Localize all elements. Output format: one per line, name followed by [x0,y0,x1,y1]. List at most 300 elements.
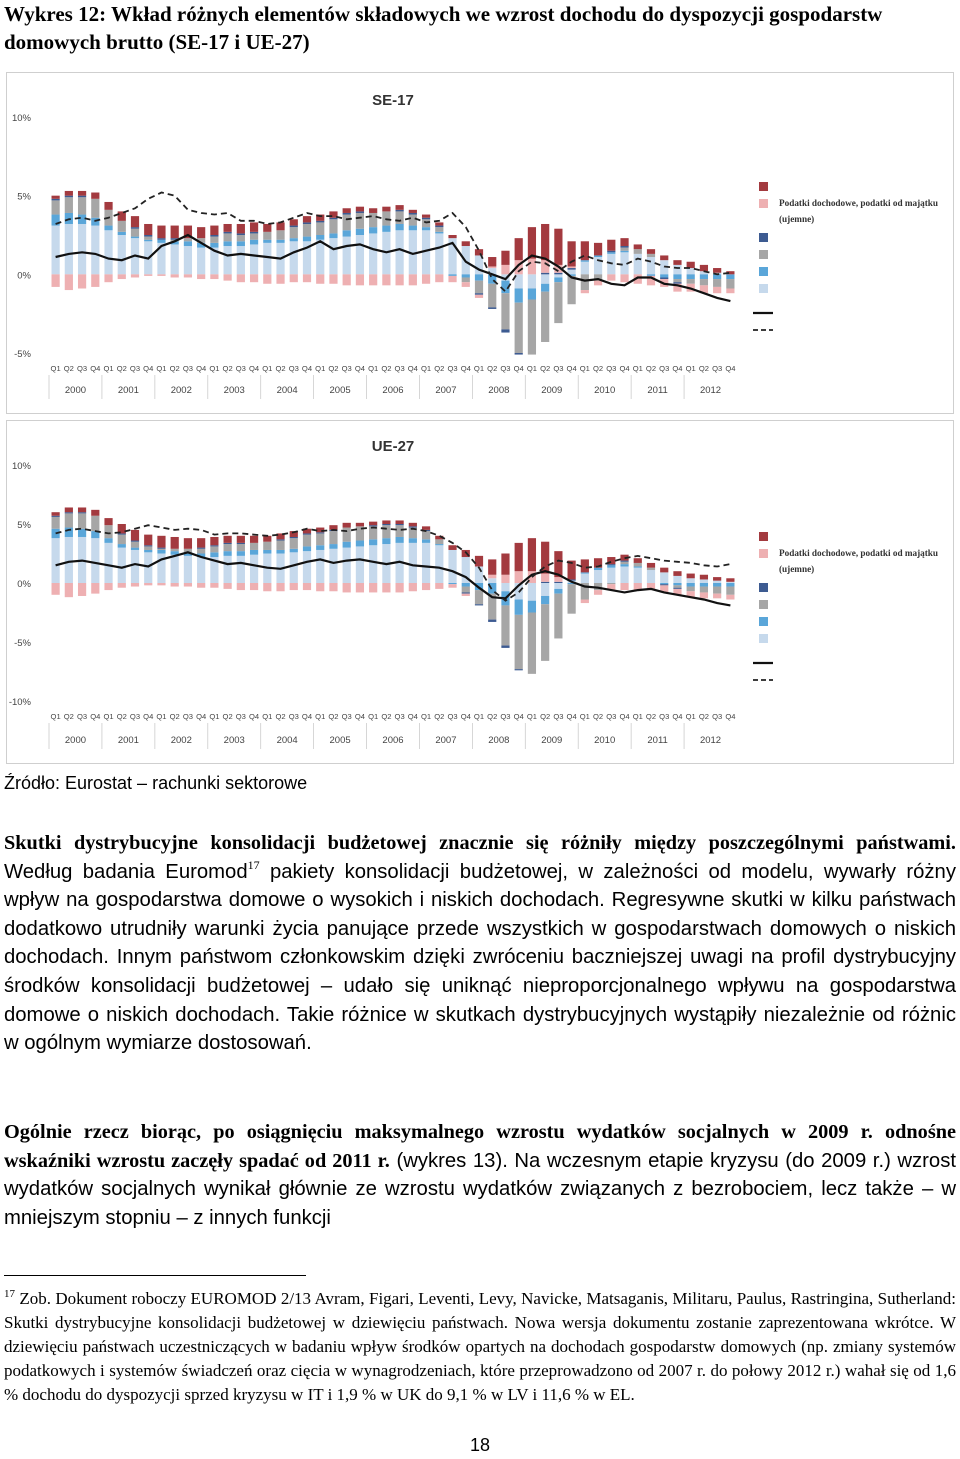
bar-segment-taxes [568,266,576,268]
bar-segment-social_benefits [157,536,165,548]
x-tick-quarter: Q1 [579,364,590,373]
bar-segment-social_benefits [224,536,232,543]
x-tick-quarter: Q4 [513,712,524,721]
bar-segment-self_employed [594,568,602,570]
x-tick-year: 2008 [488,735,510,746]
bar-segment-property_income [197,549,205,554]
bar-segment-property_income [210,546,218,552]
bar-segment-social_benefits [131,530,139,541]
bar-segment-taxes [157,583,165,585]
x-tick-quarter: Q1 [156,712,167,721]
bar-segment-self_employed [515,288,523,302]
x-tick-quarter: Q1 [579,712,590,721]
bar-segment-other_transfers [673,588,681,589]
bar-segment-social_benefits [488,257,496,266]
bar-segment-property_income [541,604,549,661]
x-tick-quarter: Q1 [262,712,273,721]
bar-segment-other_transfers [197,548,205,549]
x-tick-quarter: Q3 [182,364,193,373]
bar-segment-self_employed [435,544,443,545]
bar-segment-taxes [91,274,99,287]
x-tick-quarter: Q4 [619,364,630,373]
bar-segment-other_transfers [554,582,562,583]
bar-segment-social_benefits [343,208,351,213]
bar-segment-taxes [343,583,351,592]
bar-segment-property_income [726,279,734,288]
bar-segment-employee_comp [290,241,298,274]
bar-segment-other_transfers [422,218,430,220]
bar-segment-social_benefits [409,210,417,213]
bar-segment-employee_comp [647,570,655,583]
legend-swatch [759,267,768,276]
bar-segment-social_benefits [554,229,562,265]
bar-segment-social_benefits [210,226,218,235]
x-tick-year: 2003 [223,735,245,746]
x-tick-quarter: Q3 [129,364,141,373]
bar-segment-property_income [620,248,628,251]
bar-segment-taxes [171,583,179,587]
bar-segment-employee_comp [581,574,589,583]
x-tick-quarter: Q4 [407,364,418,373]
bar-segment-employee_comp [65,537,73,583]
x-tick-quarter: Q3 [500,712,511,721]
bar-segment-social_benefits [104,518,112,525]
x-tick-quarter: Q1 [315,364,326,373]
bar-segment-property_income [713,587,721,594]
bar-segment-taxes [488,266,496,268]
bar-segment-property_income [700,279,708,285]
x-tick-quarter: Q2 [434,712,445,721]
bar-segment-other_transfers [475,293,483,295]
bar-segment-self_employed [607,565,615,567]
bar-segment-taxes [448,276,456,282]
bar-segment-employee_comp [316,240,324,275]
bar-segment-employee_comp [435,545,443,583]
x-tick-quarter: Q4 [725,364,736,373]
x-tick-quarter: Q4 [619,712,630,721]
bar-segment-self_employed [316,235,324,240]
bar-segment-other_transfers [541,582,549,583]
bar-segment-other_transfers [65,512,73,513]
x-tick-year: 2001 [117,385,139,396]
x-tick-quarter: Q1 [209,364,220,373]
bar-segment-taxes [316,583,324,591]
bar-segment-taxes [184,583,192,587]
bar-segment-other_transfers [316,221,324,223]
bar-segment-property_income [396,525,404,537]
bar-segment-property_income [171,549,179,551]
x-tick-quarter: Q1 [262,364,273,373]
bar-segment-social_benefits [528,227,536,258]
bar-segment-other_transfers [131,541,139,542]
bar-segment-social_benefits [356,207,364,212]
bar-segment-property_income [316,222,324,235]
bar-segment-employee_comp [184,556,192,583]
bar-segment-self_employed [276,550,284,554]
bar-segment-social_benefits [396,520,404,524]
bar-segment-social_benefits [660,568,668,573]
bar-segment-self_employed [396,224,404,230]
bar-segment-self_employed [687,274,695,279]
bar-segment-other_transfers [303,222,311,224]
bar-segment-self_employed [104,538,112,543]
bar-segment-taxes [356,274,364,285]
bar-segment-employee_comp [356,546,364,583]
bar-segment-property_income [276,230,284,239]
bar-segment-property_income [687,279,695,284]
x-tick-year: 2008 [488,385,510,396]
bar-segment-employee_comp [171,555,179,583]
bar-segment-social_benefits [700,575,708,580]
bar-segment-social_benefits [52,196,60,199]
bar-segment-employee_comp [224,556,232,583]
bar-segment-employee_comp [554,274,562,277]
bar-segment-property_income [554,282,562,323]
bar-segment-self_employed [144,550,152,552]
y-tick-label: 5% [17,520,31,531]
bar-segment-self_employed [290,238,298,241]
bar-segment-employee_comp [329,238,337,274]
bar-segment-social_benefits [157,226,165,239]
bar-segment-social_benefits [250,536,258,543]
bar-segment-self_employed [448,583,456,584]
bar-segment-self_employed [144,240,152,242]
bar-segment-other_transfers [660,277,668,279]
bar-segment-self_employed [250,550,258,555]
x-tick-year: 2010 [594,385,616,396]
x-tick-year: 2000 [64,735,87,746]
bar-segment-social_benefits [620,238,628,246]
x-tick-quarter: Q1 [685,712,696,721]
bar-segment-other_transfers [488,307,496,309]
x-tick-quarter: Q4 [143,364,154,373]
bar-segment-self_employed [700,274,708,279]
bar-segment-social_benefits [422,215,430,218]
bar-segment-property_income [224,544,232,551]
bar-segment-self_employed [462,274,470,277]
bar-segment-social_benefits [197,227,205,238]
bar-segment-property_income [303,224,311,237]
bar-segment-taxes [448,584,456,588]
bar-segment-taxes [726,288,734,293]
chart-title: UE-27 [371,438,415,455]
x-tick-quarter: Q3 [712,712,723,721]
bar-segment-self_employed [409,226,417,231]
bar-segment-employee_comp [316,550,324,583]
bar-segment-employee_comp [52,226,60,275]
bar-segment-taxes [171,274,179,277]
paragraph-1-text-a: Według badania Euromod [4,860,248,883]
bar-segment-taxes [65,274,73,290]
bar-segment-social_benefits [687,262,695,268]
bar-segment-property_income [462,277,470,282]
bar-segment-property_income [184,238,192,241]
bar-segment-taxes [356,583,364,592]
bar-segment-taxes [422,583,430,590]
bar-segment-property_income [329,531,337,544]
x-tick-quarter: Q2 [169,364,180,373]
bar-segment-taxes [329,274,337,283]
bar-segment-property_income [396,211,404,224]
bar-segment-other_transfers [501,329,509,332]
bar-segment-employee_comp [488,578,496,583]
bar-segment-self_employed [237,241,245,246]
bar-segment-self_employed [673,274,681,279]
bar-segment-other_transfers [210,235,218,237]
x-tick-year: 2006 [382,735,404,746]
bar-segment-property_income [157,549,165,550]
bar-segment-taxes [541,260,549,273]
bar-segment-employee_comp [607,568,615,583]
bar-segment-taxes [250,583,258,590]
bar-segment-employee_comp [700,579,708,583]
x-tick-year: 2011 [647,735,668,746]
bar-segment-property_income [673,585,681,587]
x-tick-quarter: Q2 [698,364,709,373]
bar-segment-taxes [118,274,126,279]
x-tick-quarter: Q1 [421,712,432,721]
bar-segment-self_employed [343,542,351,548]
bar-segment-property_income [237,235,245,241]
bar-segment-social_benefits [647,563,655,568]
bar-segment-social_benefits [144,224,152,235]
paragraph-2 [4,1118,956,1232]
bar-segment-employee_comp [369,545,377,583]
bar-segment-property_income [475,281,483,294]
bar-segment-other_transfers [52,516,60,517]
bar-segment-taxes [396,274,404,285]
bar-segment-employee_comp [673,265,681,274]
bar-segment-other_transfers [396,524,404,525]
legend-swatch [759,532,768,541]
bar-segment-self_employed [607,252,615,254]
bar-segment-property_income [131,229,139,237]
x-tick-quarter: Q3 [659,364,670,373]
bar-segment-social_benefits [607,240,615,251]
x-tick-quarter: Q1 [632,712,643,721]
bar-segment-employee_comp [660,572,668,583]
x-tick-quarter: Q3 [500,364,511,373]
legend-swatch [759,634,768,643]
bar-segment-employee_comp [581,262,589,275]
legend-swatch [759,549,768,558]
bar-segment-self_employed [250,240,258,245]
bar-segment-taxes [65,583,73,597]
x-tick-quarter: Q2 [434,364,445,373]
page-number: 18 [469,1435,491,1455]
bar-segment-taxes [409,583,417,591]
bar-segment-employee_comp [237,556,245,583]
bar-segment-self_employed [422,539,430,543]
x-tick-quarter: Q2 [593,712,604,721]
legend-swatch [759,250,768,259]
bar-segment-social_benefits [290,219,298,225]
x-tick-quarter: Q3 [553,364,564,373]
bar-segment-taxes [237,583,245,590]
bar-segment-self_employed [594,255,602,257]
bar-segment-other_transfers [250,232,258,234]
bar-segment-social_benefits [409,523,417,527]
bar-segment-self_employed [290,549,298,553]
bar-segment-employee_comp [78,224,86,274]
x-tick-quarter: Q4 [672,712,683,721]
x-tick-year: 2002 [170,385,192,396]
bar-segment-taxes [343,274,351,285]
bar-segment-employee_comp [91,538,99,583]
bar-segment-other_transfers [237,233,245,235]
paragraph-1-text-b: pakiety konsolidacji budżetowej, w zależności od modelu, wywarły różny wpływ na gospodarstwa domowe o wysokich i niskich dochodach. Regresywne skutki w kilku państwach dodatkowo utrudniły warunki życia panujące przede wszystkich w gospodarstwach domowych o niskich dochodach. Innym państwom członkowskim dzięki zwróceniu baczniejszej uwagi na profil dystrybucyjny środków konsolidacji budżetowej – udało się uniknąć nieproporcjonalnego wpływu na gospodarstwa domowe o niskich dochodach. Takie różnice w skutkach dystrybucyjnych wystąpiły niezależnie od różnic w ogólnym wymiarze dostosowań. [4,860,956,1055]
footnote [4,1287,956,1407]
bar-segment-property_income [250,543,258,550]
paragraph-1-bold: Skutki dystrybucyjne konsolidacji budżetowej znacznie się różniły między poszczególnymi państwami. [4,832,956,854]
bar-segment-other_transfers [382,524,390,525]
x-tick-quarter: Q4 [249,712,260,721]
bar-segment-property_income [501,605,509,645]
bar-segment-property_income [343,215,351,231]
bar-segment-employee_comp [687,268,695,274]
x-tick-quarter: Q3 [77,712,88,721]
bar-segment-self_employed [237,551,245,556]
bar-segment-self_employed [369,227,377,233]
x-tick-quarter: Q4 [460,712,471,721]
bar-segment-taxes [263,583,271,591]
bar-segment-property_income [528,613,536,674]
x-tick-quarter: Q1 [368,364,379,373]
bar-segment-employee_comp [290,552,298,583]
x-tick-quarter: Q4 [301,364,313,373]
x-tick-quarter: Q3 [288,712,299,721]
bar-segment-other_transfers [660,584,668,585]
bar-segment-property_income [634,563,642,567]
bar-segment-social_benefits [65,507,73,512]
bar-segment-social_benefits [435,222,443,225]
bar-segment-other_transfers [290,226,298,228]
x-tick-quarter: Q1 [209,712,220,721]
bar-segment-self_employed [343,230,351,236]
bar-segment-employee_comp [501,583,509,591]
bar-segment-other_transfers [78,196,86,198]
bar-segment-property_income [647,568,655,570]
y-tick-label: -10% [8,697,31,708]
bar-segment-employee_comp [634,254,642,274]
bar-segment-property_income [462,587,470,593]
x-tick-quarter: Q2 [222,712,233,721]
bar-segment-self_employed [329,544,337,549]
y-tick-label: 5% [17,191,31,203]
bar-segment-self_employed [620,251,628,253]
nominal-gdhi-line [56,193,731,292]
bar-segment-taxes [276,274,284,283]
bar-segment-social_benefits [104,202,112,210]
bar-segment-self_employed [660,274,668,277]
x-tick-quarter: Q4 [460,364,471,373]
bar-segment-other_transfers [396,210,404,212]
x-tick-quarter: Q1 [103,364,114,373]
bar-segment-property_income [435,227,443,232]
bar-segment-social_benefits [660,255,668,260]
bar-segment-self_employed [224,241,232,246]
bar-segment-property_income [52,517,60,529]
bar-segment-self_employed [713,583,721,587]
x-tick-quarter: Q3 [606,364,617,373]
bar-segment-social_benefits [594,243,602,256]
bar-segment-taxes [197,274,205,279]
x-tick-quarter: Q1 [50,712,61,721]
bar-segment-property_income [554,594,562,639]
x-tick-quarter: Q3 [394,712,405,721]
bar-segment-taxes [422,274,430,283]
bar-segment-employee_comp [104,230,112,274]
x-tick-year: 2003 [223,385,245,396]
bar-segment-other_transfers [157,238,165,240]
bar-segment-employee_comp [594,570,602,583]
bar-segment-taxes [263,274,271,283]
bar-segment-property_income [65,513,73,527]
bar-segment-taxes [118,583,126,588]
bar-segment-employee_comp [409,543,417,583]
bar-segment-other_transfers [462,592,470,593]
bar-segment-property_income [435,539,443,544]
bar-segment-employee_comp [118,235,126,274]
bar-segment-self_employed [104,226,112,231]
bar-segment-employee_comp [52,538,60,583]
bar-segment-taxes [620,583,628,590]
x-tick-quarter: Q1 [421,364,432,373]
bar-segment-property_income [290,227,298,238]
x-tick-quarter: Q2 [540,712,551,721]
bar-segment-taxes [224,583,232,589]
bar-segment-other_transfers [515,353,523,355]
bar-segment-self_employed [448,274,456,276]
bar-segment-employee_comp [448,550,456,583]
bar-segment-employee_comp [329,549,337,583]
bar-segment-social_benefits [448,235,456,238]
footnote-text: Zob. Dokument roboczy EUROMOD 2/13 Avram, Figari, Leventi, Levy, Navicke, Matsaganis, Militaru, Paulus, Rastringina, Sutherland: Skutki dystrybucyjne konsolidacji budżetowej w dziewięciu państwach. Nowa wersja dokumentu zostanie zaprezentowana wkrótce. W dziewięciu państwach uczestniczących w badaniu wpływ środków opartych na dochodach gospodarstw domowych (np. zmiany systemów podatkowych i systemów świadczeń oraz cięcia w wynagrodzeniach, które przeprowadzono od 2007 r. do połowy 2012 r.) wahał się od 1,6 % dochodu do dyspozycji sprzed kryzysu w IT i 1,9 % w UK do 9,1 % w LV i 11,6 % w EL. [4,1289,956,1404]
bar-segment-property_income [634,249,642,254]
bar-segment-taxes [462,282,470,287]
bar-segment-property_income [620,562,628,564]
bar-segment-property_income [78,197,86,214]
bar-segment-taxes [541,574,549,582]
bar-segment-other_transfers [303,533,311,534]
bar-segment-social_benefits [713,268,721,273]
bar-segment-self_employed [210,243,218,248]
bar-segment-other_transfers [343,213,351,215]
x-tick-quarter: Q4 [301,712,313,721]
bar-segment-employee_comp [634,568,642,583]
bar-segment-other_transfers [554,273,562,275]
bar-segment-taxes [488,575,496,579]
x-tick-quarter: Q4 [513,364,524,373]
bar-segment-taxes [329,583,337,591]
bar-segment-social_benefits [396,205,404,210]
bar-segment-self_employed [541,596,549,604]
bar-segment-self_employed [184,241,192,246]
bar-segment-social_benefits [448,545,456,550]
bar-segment-taxes [396,583,404,592]
legend-swatch [759,617,768,626]
bar-segment-social_benefits [210,537,218,545]
bar-segment-property_income [263,232,271,240]
bar-segment-social_benefits [91,193,99,199]
legend-swatch [759,182,768,191]
bar-segment-self_employed [65,528,73,537]
bar-segment-other_transfers [409,213,417,215]
bar-segment-taxes [607,274,615,280]
x-tick-quarter: Q3 [659,712,670,721]
bar-segment-employee_comp [541,583,549,596]
bar-segment-taxes [210,274,218,279]
